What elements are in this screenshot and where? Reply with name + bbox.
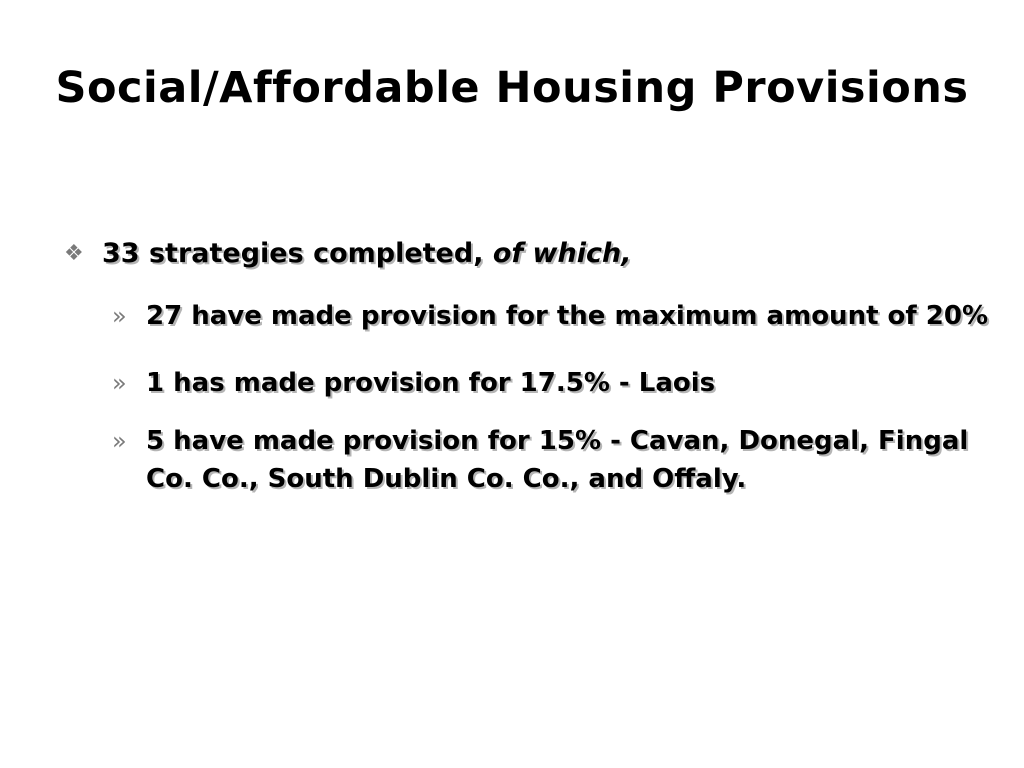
sub-bullet-text: 5 have made provision for 15% - Cavan, Donegal, Fingal Co. Co., South Dublin Co. Co., and Offaly. [146, 426, 969, 494]
diamond-bullet-icon: ❖ [64, 241, 84, 266]
sub-bullet-list [62, 288, 1002, 498]
chevron-bullet-icon: » [112, 427, 127, 455]
sub-bullet-item-laois [106, 355, 1002, 412]
sub-bullet-item-20-percent [106, 288, 1002, 345]
bullet-item-strategies [62, 232, 1002, 276]
sub-bullet-text: 1 has made provision for 17.5% - Laois [146, 368, 716, 398]
sub-bullet-item-15-percent [106, 422, 1002, 498]
sub-bullet-text: 27 have made provision for the maximum amount of 20% [146, 301, 989, 331]
bullet-text: 33 strategies completed, [102, 238, 493, 269]
bullet-text-italic: of which, [492, 238, 632, 269]
chevron-bullet-icon: » [112, 369, 127, 397]
chevron-bullet-icon: » [112, 302, 127, 330]
slide-title: Social/Affordable Housing Provisions [55, 63, 969, 113]
bullet-list [62, 232, 1002, 508]
